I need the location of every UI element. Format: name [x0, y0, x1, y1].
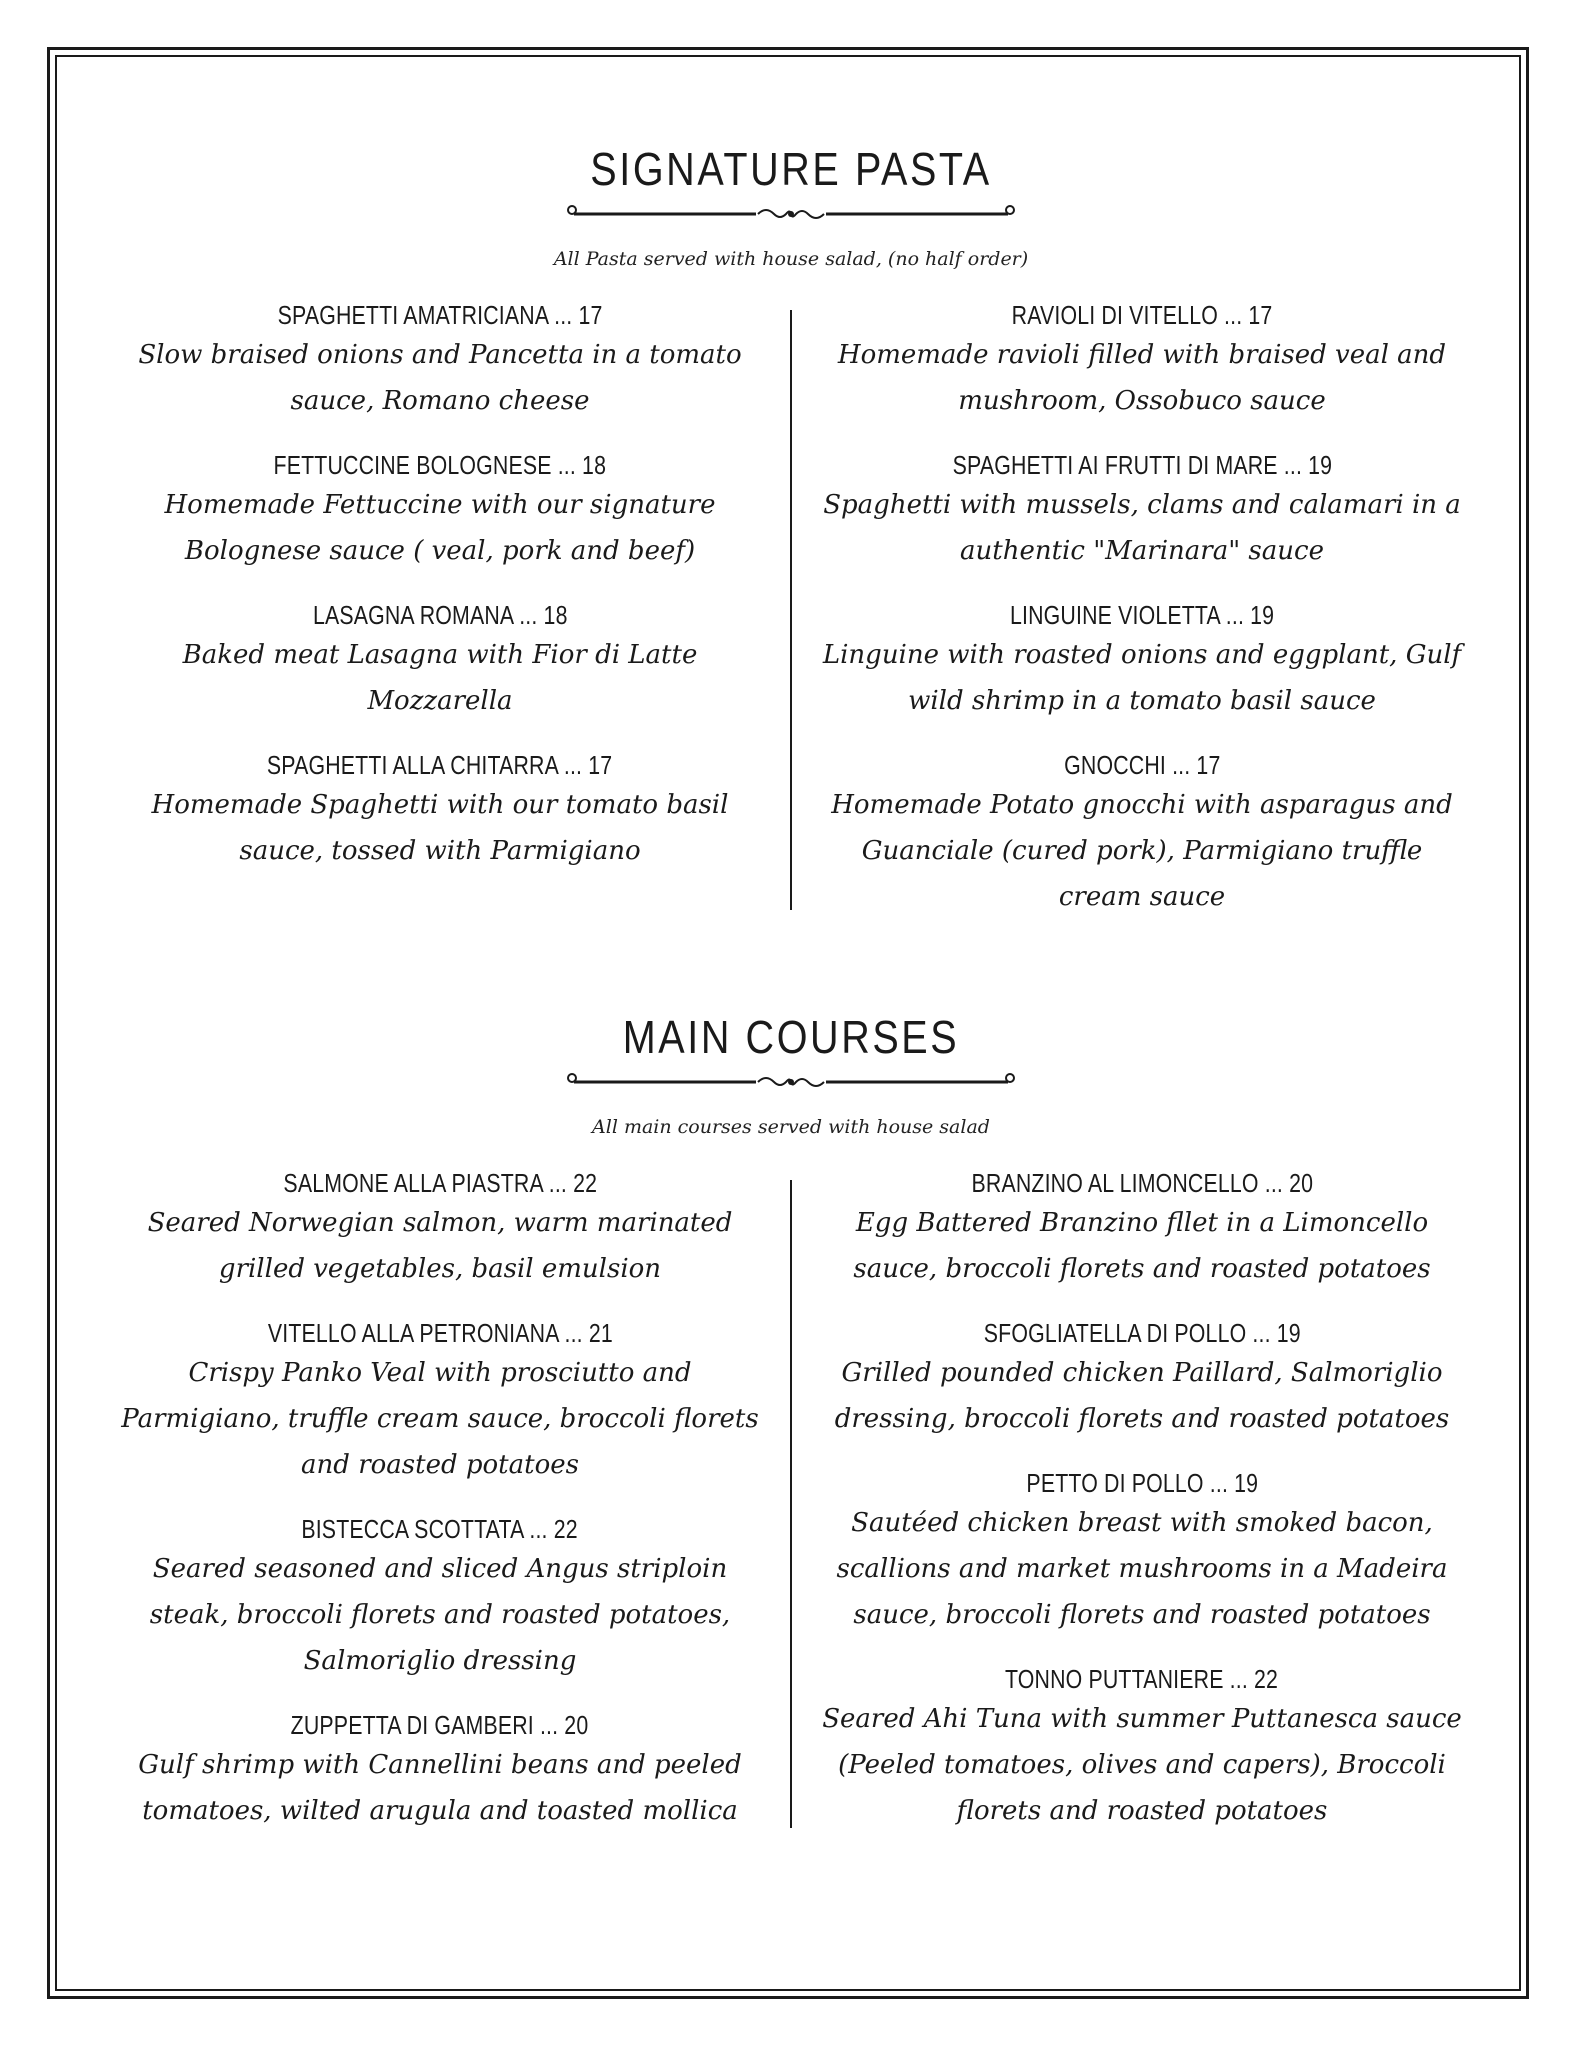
item-name: LASAGNA ROMANA ... 18 [312, 600, 568, 630]
column-divider [790, 1180, 792, 1828]
menu-item [120, 598, 760, 724]
item-description: Homemade ravioli filled with braised veal and mushroom, Ossobuco sauce [837, 340, 1447, 416]
section-title: MAIN COURSES [622, 1011, 960, 1063]
menu-item [822, 1662, 1462, 1834]
section-signature-pasta-header [0, 142, 1582, 270]
menu-item [822, 448, 1462, 574]
item-description: Egg Battered Branzino fllet in a Limoncello sauce, broccoli florets and roasted potatoes [853, 1208, 1431, 1284]
item-description: Linguine with roasted onions and eggplant, Gulf wild shrimp in a tomato basil sauce [822, 640, 1462, 716]
main-left-column [120, 1166, 760, 1858]
item-name: RAVIOLI DI VITELLO ... 17 [1011, 300, 1273, 330]
item-name: LINGUINE VIOLETTA ... 19 [1009, 600, 1275, 630]
item-description: Seared Norwegian salmon, warm marinated grilled vegetables, basil emulsion [147, 1208, 733, 1284]
item-name: BISTECCA SCOTTATA ... 22 [301, 1514, 579, 1544]
item-name: TONNO PUTTANIERE ... 22 [1005, 1664, 1279, 1694]
item-description: Baked meat Lasagna with Fior di Latte Mozzarella [182, 640, 698, 716]
item-description: Homemade Potato gnocchi with asparagus and Guanciale (cured pork), Parmigiano truffle cream sauce [831, 790, 1453, 912]
menu-item [120, 1708, 760, 1834]
item-name: ZUPPETTA DI GAMBERI ... 20 [291, 1710, 589, 1740]
menu-item [120, 448, 760, 574]
menu-item [822, 598, 1462, 724]
menu-item [120, 298, 760, 424]
menu-item [120, 1166, 760, 1292]
section-title: SIGNATURE PASTA [590, 143, 992, 195]
menu-item [822, 1166, 1462, 1292]
item-name: FETTUCCINE BOLOGNESE ... 18 [273, 450, 607, 480]
item-description: Seared Ahi Tuna with summer Puttanesca sauce (Peeled tomatoes, olives and capers), Broccoli florets and roasted potatoes [822, 1704, 1462, 1826]
pasta-left-column [120, 298, 760, 898]
menu-item [120, 1316, 760, 1488]
item-description: Homemade Spaghetti with our tomato basil sauce, tossed with Parmigiano [151, 790, 729, 866]
item-description: Grilled pounded chicken Paillard, Salmoriglio dressing, broccoli florets and roasted potatoes [834, 1358, 1450, 1434]
item-name: SPAGHETTI AI FRUTTI DI MARE ... 19 [952, 450, 1332, 480]
item-name: SFOGLIATELLA DI POLLO ... 19 [983, 1318, 1301, 1348]
main-right-column [822, 1166, 1462, 1858]
item-description: Spaghetti with mussels, clams and calamari in a authentic "Marinara" sauce [823, 490, 1461, 566]
section-note: All Pasta served with house salad, (no half order) [553, 248, 1029, 270]
section-note: All main courses served with house salad [592, 1116, 990, 1138]
menu-item [822, 748, 1462, 920]
item-name: VITELLO ALLA PETRONIANA ... 21 [267, 1318, 613, 1348]
item-description: Homemade Fettuccine with our signature Bolognese sauce ( veal, pork and beef) [164, 490, 716, 566]
menu-item [120, 1512, 760, 1684]
item-description: Sautéed chicken breast with smoked bacon, scallions and market mushrooms in a Madeira sauce, broccoli florets and roasted potatoes [836, 1508, 1448, 1630]
pasta-right-column [822, 298, 1462, 944]
item-description: Crispy Panko Veal with prosciutto and Parmigiano, truffle cream sauce, broccoli florets and roasted potatoes [121, 1358, 759, 1480]
item-name: PETTO DI POLLO ... 19 [1026, 1468, 1258, 1498]
item-name: SALMONE ALLA PIASTRA ... 22 [283, 1168, 597, 1198]
item-name: SPAGHETTI ALLA CHITARRA ... 17 [267, 750, 613, 780]
menu-item [120, 748, 760, 874]
menu-item [822, 1316, 1462, 1442]
menu-item [822, 1466, 1462, 1638]
item-name: BRANZINO AL LIMONCELLO ... 20 [971, 1168, 1313, 1198]
item-name: GNOCCHI ... 17 [1063, 750, 1221, 780]
column-divider [790, 310, 792, 910]
item-description: Slow braised onions and Pancetta in a tomato sauce, Romano cheese [138, 340, 742, 416]
item-name: SPAGHETTI AMATRICIANA ... 17 [277, 300, 603, 330]
menu-item [822, 298, 1462, 424]
item-description: Seared seasoned and sliced Angus striploin steak, broccoli florets and roasted potatoes, Salmoriglio dressing [149, 1554, 731, 1676]
section-main-courses-header [0, 1010, 1582, 1138]
ornament-divider-icon [566, 1070, 1016, 1096]
ornament-divider-icon [566, 202, 1016, 228]
item-description: Gulf shrimp with Cannellini beans and peeled tomatoes, wilted arugula and toasted mollica [138, 1750, 742, 1826]
